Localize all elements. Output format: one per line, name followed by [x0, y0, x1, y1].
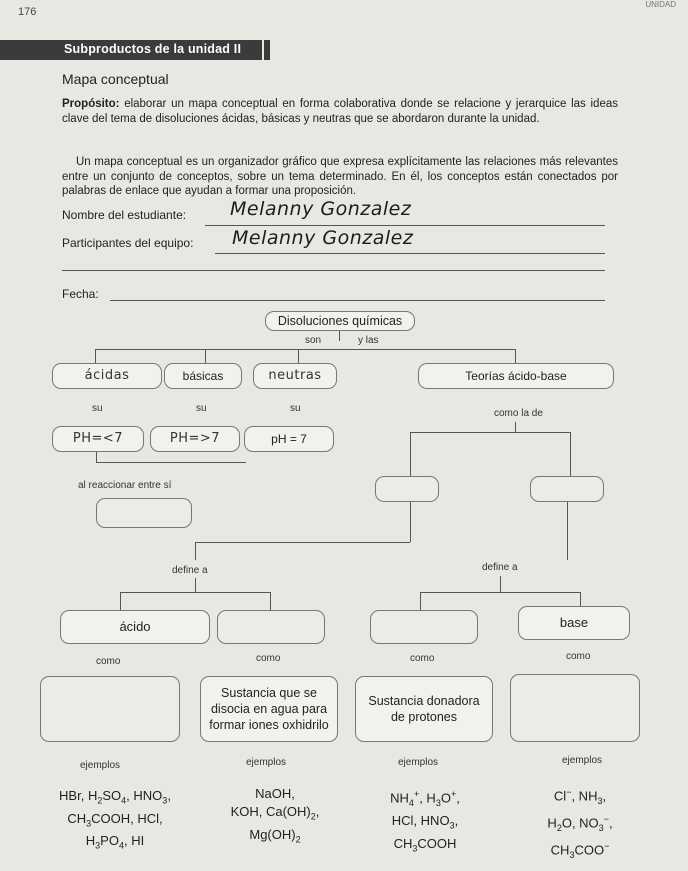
connector — [567, 502, 568, 560]
examples-acid-bronsted: $NH_4^+$, $H_3O^+$, HCl, $HNO_3$, $CH_3COOH$ — [390, 789, 460, 854]
box-theory-1[interactable] — [375, 476, 439, 502]
connector — [420, 592, 580, 593]
purpose-text: elaborar un mapa conceptual en forma colaborativa donde se relacione y jerarquice las ideas clave del tema de disoluciones ácidas, básicas y neutras que se abordaron durante la unidad. — [62, 98, 618, 125]
link-su-basic: su — [196, 403, 207, 414]
box-base-arrhenius[interactable] — [217, 610, 325, 644]
team-line — [215, 253, 605, 254]
link-como-1: como — [96, 656, 121, 667]
connector — [96, 462, 246, 463]
link-son: son — [305, 335, 322, 346]
connector — [515, 349, 516, 363]
connector — [95, 349, 515, 350]
connector — [195, 542, 196, 560]
page-number: 176 — [18, 6, 37, 18]
box-theory-2[interactable] — [530, 476, 604, 502]
box-ph-acid[interactable]: PH=<7 — [52, 426, 144, 452]
purpose-paragraph — [62, 97, 618, 126]
connector — [500, 576, 501, 592]
link-ejemplos-3: ejemplos — [398, 757, 439, 768]
box-acido: ácido — [60, 610, 210, 644]
connector — [270, 592, 271, 610]
box-ph-neutral: pH = 7 — [244, 426, 334, 452]
link-su-neutral: su — [290, 403, 301, 414]
team-value[interactable]: Melanny Gonzalez — [232, 227, 414, 249]
connector — [410, 502, 411, 542]
link-como-2: como — [256, 653, 281, 664]
link-su-acid: su — [92, 403, 103, 414]
link-reaccionar: al reaccionar entre sí — [78, 480, 172, 491]
examples-acid-arrhenius: HBr, $H_2SO_4$, $HNO_3$, $CH_3COOH$, HCl, $H_3PO_4$, HI — [59, 788, 171, 851]
section-title: Mapa conceptual — [62, 71, 169, 87]
connector — [195, 578, 196, 592]
connector — [410, 432, 570, 433]
box-acidas[interactable]: ácidas — [52, 363, 162, 389]
student-name-value[interactable]: Melanny Gonzalez — [230, 198, 412, 220]
unit-banner-tick — [264, 40, 270, 60]
date-label: Fecha: — [62, 287, 99, 301]
box-def-base-bronsted[interactable] — [510, 674, 640, 742]
box-acid-bronsted[interactable] — [370, 610, 478, 644]
link-y-las: y las — [358, 335, 379, 346]
connector — [570, 432, 571, 476]
purpose-label: Propósito: — [62, 98, 120, 110]
box-teorias: Teorías ácido-base — [418, 363, 614, 389]
connector — [420, 592, 421, 610]
team-line-2 — [62, 270, 605, 271]
examples-base-arrhenius: NaOH, KOH, $Ca(OH)_2$, $Mg(OH)_2$ — [230, 786, 320, 845]
connector — [205, 349, 206, 363]
box-base: base — [518, 606, 630, 640]
unit-title: Subproductos de la unidad II — [64, 42, 242, 56]
box-neutras[interactable]: neutras — [253, 363, 337, 389]
link-como-4: como — [566, 651, 591, 662]
link-ejemplos-1: ejemplos — [80, 760, 121, 771]
link-define-left: define a — [172, 565, 208, 576]
link-define-right: define a — [482, 562, 518, 573]
connector — [410, 432, 411, 476]
map-root: Disoluciones químicas — [265, 311, 415, 331]
box-def-acid-bronsted: Sustancia donadora de protones — [355, 676, 493, 742]
student-name-line — [205, 225, 605, 226]
date-line[interactable] — [110, 300, 605, 301]
box-basicas: básicas — [164, 363, 242, 389]
connector — [515, 422, 516, 432]
link-ejemplos-2: ejemplos — [246, 757, 287, 768]
examples-base-bronsted: Cl−, $NH_3$, $H_2O$, $NO_3^-$, $CH_3COO^-$ — [547, 787, 613, 860]
connector — [298, 349, 299, 363]
box-reaction-result[interactable] — [96, 498, 192, 528]
team-label: Participantes del equipo: — [62, 236, 194, 250]
description-paragraph: Un mapa conceptual es un organizador gráfico que expresa explícitamente las relaciones más relevantes entre un conjunto de conceptos, sobre un tema determinado. En él, los conceptos están conectados por palabras de enlace que ayudan a formar una proposición. — [62, 156, 618, 197]
box-def-acid-arrhenius[interactable] — [40, 676, 180, 742]
link-como-3: como — [410, 653, 435, 664]
connector — [96, 452, 97, 462]
link-como-la-de: como la de — [494, 408, 543, 419]
connector — [120, 592, 121, 610]
connector — [120, 592, 270, 593]
connector — [195, 542, 410, 543]
link-ejemplos-4: ejemplos — [562, 755, 603, 766]
connector — [339, 331, 340, 341]
student-name-label: Nombre del estudiante: — [62, 208, 187, 222]
box-def-base-arrhenius: Sustancia que se disocia en agua para formar iones oxhidrilo — [200, 676, 338, 742]
connector — [95, 349, 96, 363]
corner-label: UNIDAD — [645, 0, 676, 9]
box-ph-basic[interactable]: PH=>7 — [150, 426, 240, 452]
